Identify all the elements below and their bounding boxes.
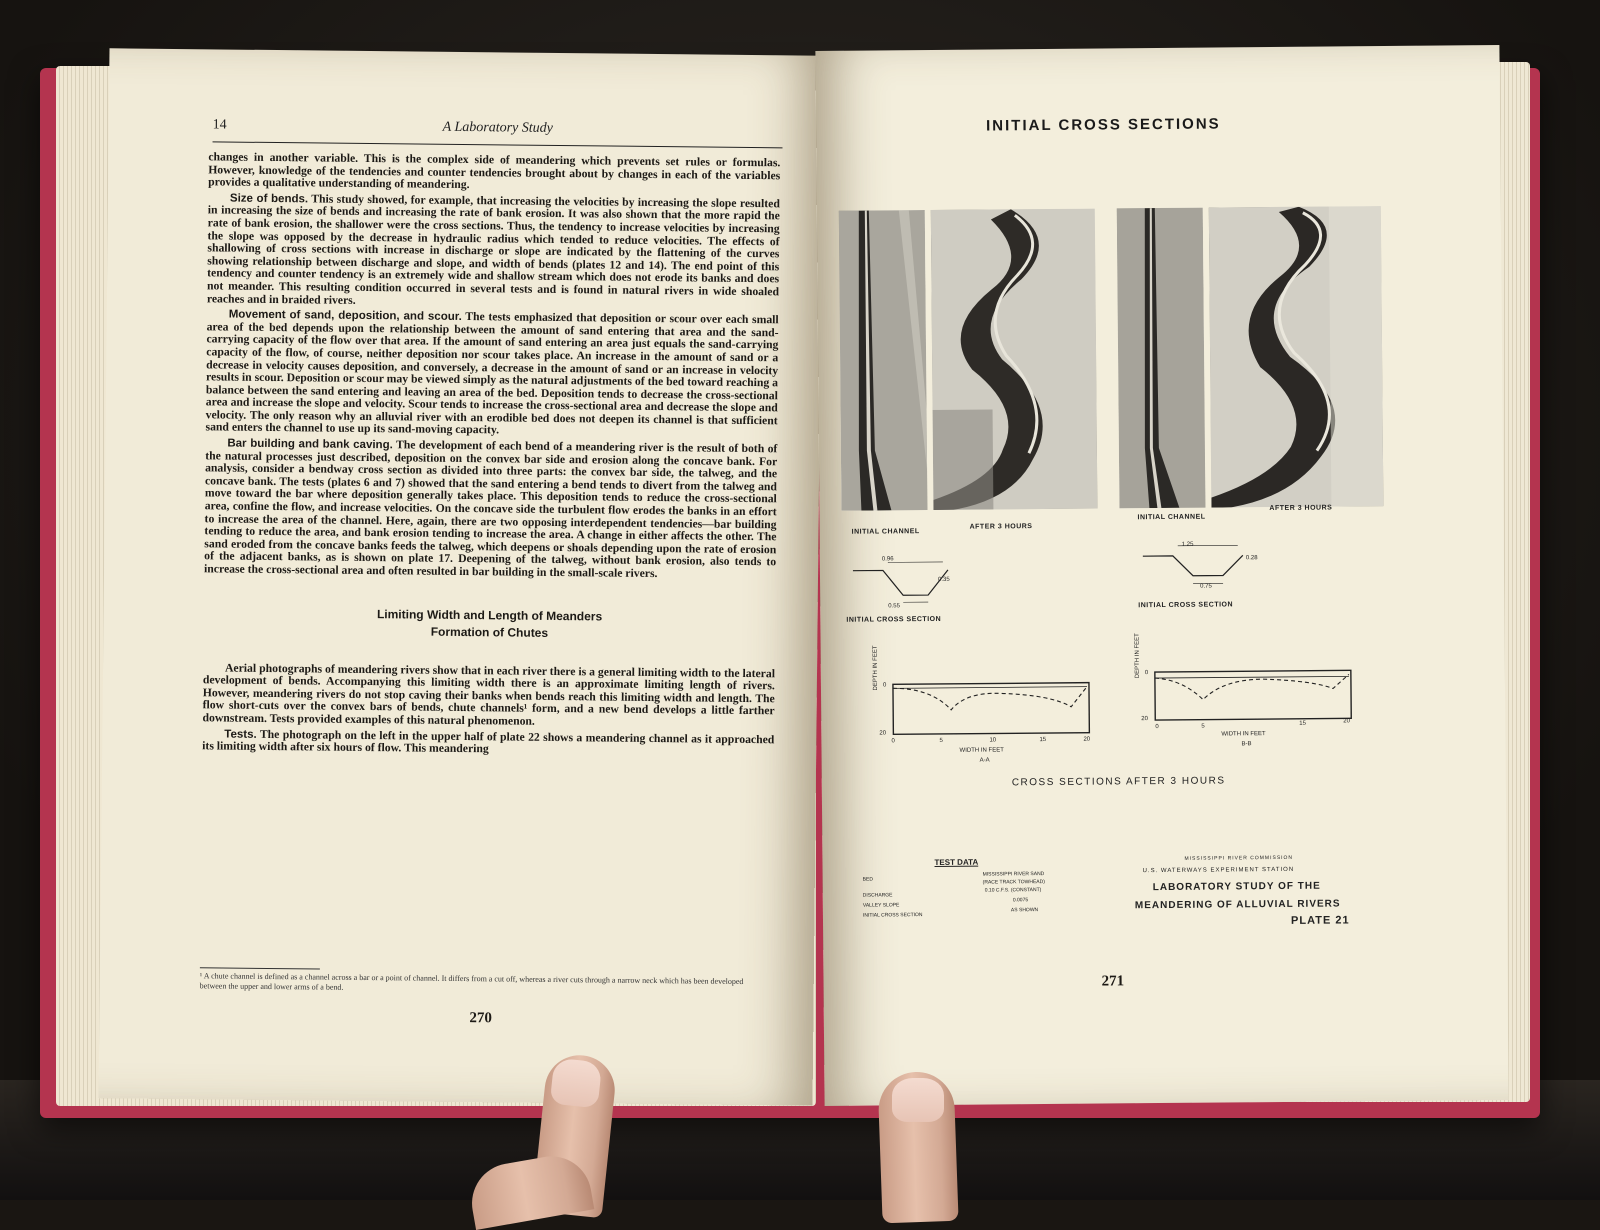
photo-after-3-hours-1 (931, 209, 1098, 510)
test-data-bed-value-2: (RACE TRACK TOWHEAD) (983, 879, 1045, 886)
right-fingernail (892, 1078, 944, 1122)
graph-2-y20: 20 (1141, 716, 1148, 722)
caption-after-2: AFTER 3 HOURS (1269, 505, 1332, 513)
graph-2-ylabel: DEPTH IN FEET (1135, 633, 1141, 678)
graph-1-y20: 20 (879, 730, 886, 736)
caption-initial-section-1: INITIAL CROSS SECTION (846, 616, 941, 624)
running-title: A Laboratory Study (443, 120, 553, 137)
test-data-discharge-value: 0.10 C.F.S. (CONSTANT) (985, 887, 1042, 893)
graph-1-x0: 0 (891, 738, 894, 744)
paragraph: changes in another variable. This is the complex side of meandering which prevents set rules or formulas. However, knowledge of the tendencies and counter tendencies brought about by changes in each of the variables provides a qualitative understanding of meandering. (208, 151, 780, 195)
graph-a-a (891, 681, 1092, 743)
plate-number: PLATE 21 (1291, 914, 1350, 927)
dim-bottom-2: 0.75 (1200, 584, 1212, 590)
lab-commission: MISSISSIPPI RIVER COMMISSION (1184, 855, 1293, 862)
graph-2-xlabel: WIDTH IN FEET (1221, 731, 1265, 737)
lab-station: U.S. WATERWAYS EXPERIMENT STATION (1143, 867, 1295, 874)
caption-initial-section-2: INITIAL CROSS SECTION (1138, 601, 1233, 609)
test-data-section-label: INITIAL CROSS SECTION (863, 912, 923, 919)
photo-initial-channel-1 (839, 210, 928, 511)
folio-left: 270 (469, 1010, 492, 1027)
test-data-discharge-label: DISCHARGE (863, 892, 893, 898)
graph-2-x5: 5 (1201, 724, 1204, 730)
lab-line-2: MEANDERING OF ALLUVIAL RIVERS (1135, 898, 1341, 911)
folio-right: 271 (1101, 973, 1124, 990)
photo-initial-channel-2 (1117, 208, 1206, 509)
initial-section-sketch-1 (848, 550, 969, 611)
graph-1-xlabel: WIDTH IN FEET (959, 747, 1003, 753)
graph-2-x15: 15 (1299, 721, 1306, 727)
test-data-slope-label: VALLEY SLOPE (863, 902, 900, 908)
paragraph: Bar building and bank caving. The development of each bend of a meandering river is the result of both of the natural processes just described, deposition on the convex bar side and erosion along the concave bank. For analysis, consider a bendway cross section as divided into three parts: the convex bar side, the talweg, and the concave bank. The tests (plates 6 and 7) showed that the sand entering a bend tends to divert from the talweg and move toward the bar where deposition generally takes place. This deposition tends to reduce the cross-sectional area, confine the flow, and increase velocities. On the concave side the turbulent flow erodes the banks in an effort to increase the area of the channel. Here, again, there are two opposing interdependent tendencies—bar building tending to reduce the area, and bank erosion tending to increase the area. A change in either affects the other. The sand eroded from the concave banks feeds the talweg, which deepens or shoals depending upon the rate of erosion of the adjacent banks, as is shown on plate 17. Deepening of the talweg, without bank erosion, also tends to increase the cross-sectional area and often resulted in bar building in the small-scale rivers. (204, 437, 777, 582)
dim-side-2: 0.28 (1246, 555, 1258, 561)
footnote-rule (200, 967, 320, 969)
graph-1-section: A-A (980, 758, 990, 764)
test-data-section-value: AS SHOWN (1011, 907, 1038, 913)
graph-b-b (1153, 668, 1353, 726)
paragraph: Movement of sand, deposition, and scour. The tests emphasized that deposition or scour over each small area of the bed depends upon the relationship between the amount of sand entering that area and the sand-carrying capacity of the flow over that area. If the amount of sand entering an area just equals the sand-carrying capacity of the flow, of course, neither deposition nor scour takes place. An increase in the amount of sand or a decrease in velocity causes deposition, and conversely, a decrease in the amount of sand or an increase in velocity results in scour. Deposition or scour may be viewed simply as the natural adjustments of the bed toward reaching a balance between the sand entering and leaving an area of the bed. Deposition tends to decrease the cross-sectional area and increase the slope and velocity. Scour tends to increase the cross-sectional area and decrease the slope and velocity. The only reason why an alluvial river with an erodible bed does not deepen its channel is that sufficient sand enters the channel to use up its sand-moving capacity. (205, 308, 778, 440)
page-number: 14 (213, 117, 227, 133)
paragraph: Tests. The photograph on the left in the upper half of plate 22 shows a meandering channel as it approached its limiting width after six hours of flow. This meandering (202, 728, 774, 759)
dim-top-2: 1.25 (1182, 542, 1194, 548)
caption-initial-channel-2: INITIAL CHANNEL (1137, 514, 1205, 522)
photo-after-3-hours-2 (1209, 206, 1384, 507)
caption-after-1: AFTER 3 HOURS (970, 523, 1033, 531)
body-text (202, 151, 780, 762)
left-fingernail (550, 1058, 603, 1109)
test-data-slope-value: 0.0075 (1013, 897, 1028, 903)
left-page (99, 48, 824, 1105)
graph-1-y0: 0 (883, 682, 886, 688)
section-heading: Limiting Width and Length of Meanders Formation of Chutes (203, 604, 775, 644)
paragraph: Aerial photographs of meandering rivers show that in each river there is a general limiting width to the lateral development of bends. Accompanying this limiting width there is an approximate limiting length of rivers. However, meandering rivers do not stop caving their banks when bends reach this limiting width and length. The flow short-cuts over the convex bars of bends, chute channels¹ form, and a new bend develops a little farther downstream. Tests provided examples of this natural phenomenon. (202, 662, 775, 731)
graph-2-section: B-B (1241, 741, 1251, 747)
test-data-bed-label: BED (863, 877, 873, 883)
caption-initial-channel-1: INITIAL CHANNEL (852, 528, 920, 536)
plate-title: INITIAL CROSS SECTIONS (986, 115, 1221, 134)
graph-2-y0: 0 (1145, 670, 1148, 676)
dim-top-1: 0.96 (882, 556, 894, 562)
running-head (213, 117, 783, 148)
graph-1-ylabel: DEPTH IN FEET (873, 645, 879, 690)
paragraph: Size of bends. This study showed, for example, that increasing the velocities by increasing the slope resulted in increasing the size of bends and increasing the rate of bank erosion. It was also shown that the more rapid the rate of bank erosion, the shallower were the cross sections. Thus, the tendency to increase velocities by increasing the slope was opposed by the decrease in hydraulic radius which tended to reduce velocities. The effects of shallowing of cross sections with increase in discharge or slope are indicated by the flattening of the curves showing relationship between discharge and slope, and width of bends (plates 12 and 14). The end point of this tendency and counter tendency is an extremely wide and shallow stream which does not erode its banks and does not meander. This resulting condition occurred in several tests and is found in natural rivers in wide shoaled reaches and in braided rivers. (207, 192, 780, 311)
graph-1-x10: 10 (989, 737, 996, 743)
graph-1-x20: 20 (1083, 737, 1090, 743)
test-data-bed-value: MISSISSIPPI RIVER SAND (983, 871, 1045, 878)
graph-1-x5: 5 (939, 738, 942, 744)
cross-sections-title: CROSS SECTIONS AFTER 3 HOURS (1012, 775, 1226, 788)
dim-bottom-1: 0.55 (888, 603, 900, 609)
dim-side-1: 0.35 (938, 577, 950, 583)
right-page (815, 45, 1508, 1106)
graph-2-x0: 0 (1155, 724, 1158, 730)
graph-1-x15: 15 (1039, 737, 1046, 743)
graph-2-x20: 20 (1343, 718, 1350, 724)
test-data-heading: TEST DATA (934, 858, 978, 867)
footnote: ¹ A chute channel is defined as a channel across a bar or a point of channel. It differs from a cut off, whereas a river cuts through a narrow neck which has been developed between the upper and lower arms of a bend. (200, 971, 772, 997)
lab-line-1: LABORATORY STUDY OF THE (1153, 881, 1321, 893)
